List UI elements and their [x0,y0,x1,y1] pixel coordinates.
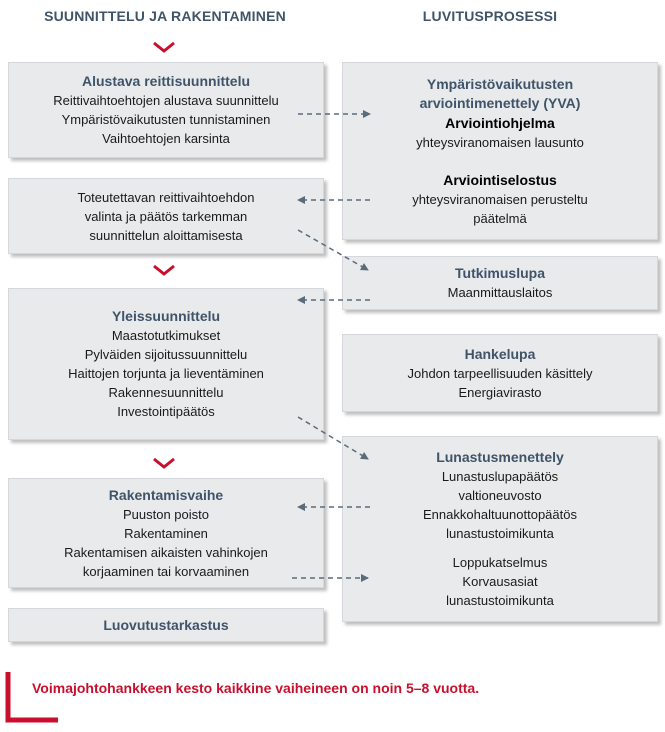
box-research-permit [342,256,658,310]
box-line: lunastustoimikunta [446,526,554,541]
box-line: päätelmä [473,210,527,226]
box-line: Maastotutkimukset [111,328,221,343]
box-line: valtioneuvosto [458,488,542,503]
duration-note: Voimajohtohankkeen kesto kaikkine vaiheineen on noin 5–8 vuotta. [32,680,480,696]
box-line: Johdon tarpeellisuuden käsittely [407,365,593,381]
box-line: valinta ja päätös tarkemman [84,208,248,224]
box-line: Korvausasiat [462,574,538,589]
box-project-permit [342,334,658,412]
box-line: Rakentaminen [124,525,208,541]
box-line: Loppukatselmus [452,555,548,570]
box-line: Reittivaihtoehtojen alustava suunnittelu [53,93,279,108]
box-route-selection [8,178,324,254]
box-line: suunnittelun aloittamisesta [89,227,243,243]
header-planning: SUUNNITTELU JA RAKENTAMINEN [44,8,286,24]
box-line: Ympäristövaikutusten tunnistaminen [61,112,271,127]
box-title: Yleissuunnittelu [111,308,221,324]
box-title: Hankelupa [464,345,536,362]
box-line: Haittojen torjunta ja lieventäminen [68,366,264,381]
header-permits: LUVITUSPROSESSI [422,8,558,24]
box-line: korjaaminen tai korvaaminen [82,563,250,579]
box-preliminary-route-planning [8,62,324,158]
box-line: Maanmittauslaitos [447,285,553,300]
box-line: Puuston poisto [122,506,209,522]
box-line: Rakennesuunnittelu [108,385,224,400]
box-line: yhteysviranomaisen lausunto [416,134,584,150]
box-line: Ennakkohaltuunottopäätös [423,507,577,522]
box-line: Rakentamisen aikaisten vahinkojen [64,544,268,560]
box-eia-procedure [342,62,658,240]
chevron-down-icon [154,266,174,274]
box-line: yhteysviranomaisen perusteltu [412,191,588,207]
box-title: Alustava reittisuunnittelu [81,73,251,89]
box-title: Rakentamisvaihe [108,486,224,503]
box-expropriation-procedure [342,436,658,622]
box-line: Lunastuslupapäätös [441,469,559,484]
box-line: Toteutettavan reittivaihtoehdon [77,189,255,205]
chevron-down-icon [154,43,174,51]
box-line: lunastustoimikunta [446,593,554,608]
box-subtitle: Arviointiohjelma [445,114,555,131]
box-title: arviointimenettely (YVA) [419,94,581,111]
box-title: Ympäristövaikutusten [426,75,574,92]
box-construction-phase [8,478,324,588]
box-line: Investointipäätös [117,404,215,419]
box-line: Energiavirasto [458,384,542,400]
chevron-down-icon [154,459,174,467]
box-title: Luovutustarkastus [103,616,229,633]
box-title: Tutkimuslupa [455,265,545,281]
box-general-planning [8,288,324,440]
box-line: Pylväiden sijoitussuunnittelu [84,347,248,362]
box-handover-inspection [8,608,324,642]
box-subtitle: Arviointiselostus [443,171,557,188]
box-line: Vaihtoehtojen karsinta [102,131,230,146]
box-title: Lunastusmenettely [436,449,564,465]
